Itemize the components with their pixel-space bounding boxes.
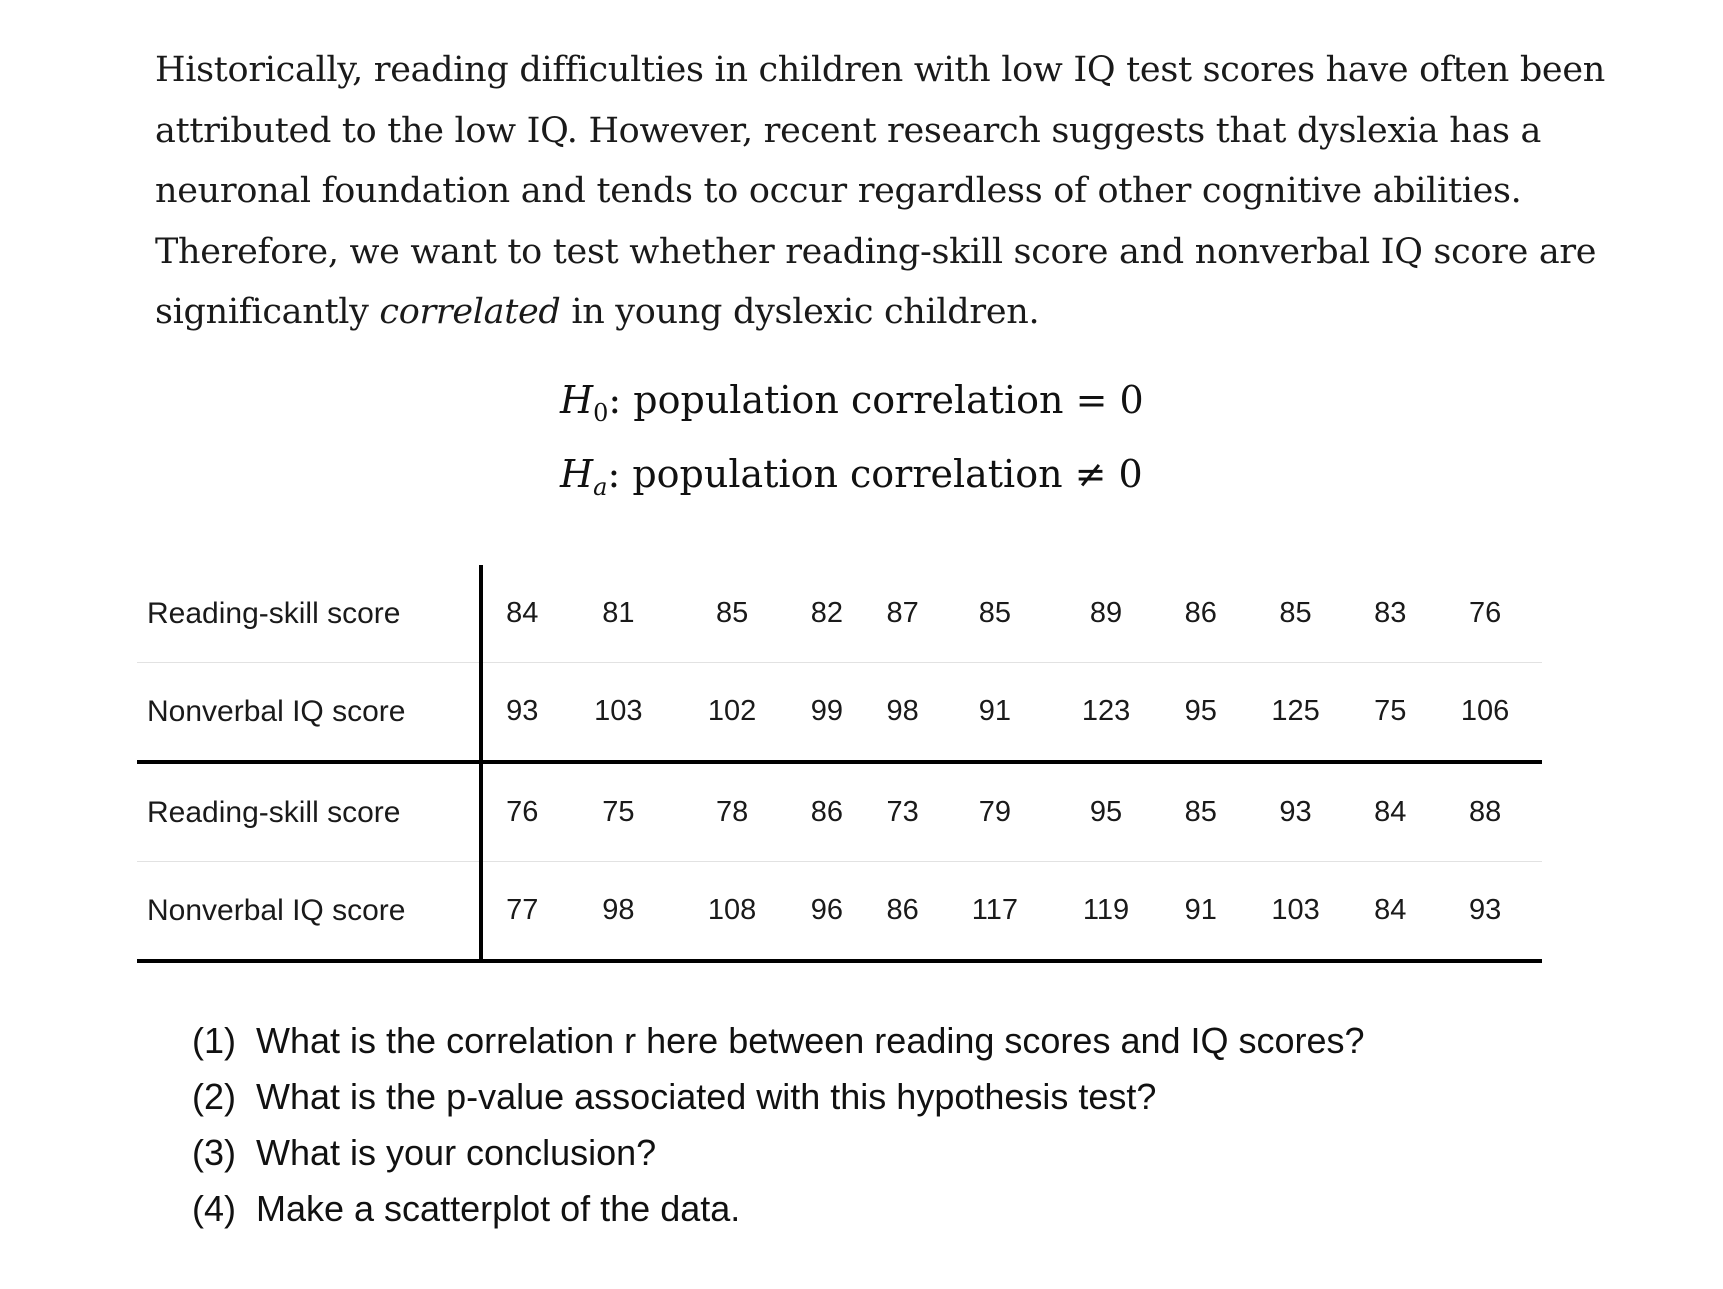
table-cell: 86	[1163, 565, 1239, 663]
hypothesis-subscript: 0	[593, 399, 609, 427]
table-cell: 98	[562, 862, 676, 962]
table-cell: 81	[562, 565, 676, 663]
table-cell: 76	[1428, 565, 1542, 663]
table-cell: 89	[1049, 565, 1163, 663]
question-item	[192, 1069, 1365, 1125]
table-cell: 93	[1239, 762, 1353, 862]
intro-line	[155, 282, 1575, 343]
question-list	[192, 1013, 1365, 1237]
table-cell: 99	[789, 663, 865, 763]
table-cell: 77	[481, 862, 562, 962]
question-item	[192, 1125, 1365, 1181]
intro-line: attributed to the low IQ. However, recent research suggests that dyslexia has a	[155, 110, 1542, 151]
table-cell: 125	[1239, 663, 1353, 763]
question-text: What is your conclusion?	[256, 1132, 657, 1173]
table-cell: 93	[481, 663, 562, 763]
intro-line: Therefore, we want to test whether reading-skill score and nonverbal IQ score are	[155, 231, 1597, 272]
hypothesis-symbol: H	[560, 452, 594, 496]
table-cell: 85	[941, 565, 1050, 663]
intro-text: in young dyslexic children.	[560, 292, 1040, 332]
table-cell: 85	[1163, 762, 1239, 862]
table-cell: 84	[1352, 862, 1428, 962]
table-cell: 96	[789, 862, 865, 962]
question-number: (3)	[192, 1132, 236, 1173]
table-cell: 87	[865, 565, 941, 663]
table-cell: 84	[1352, 762, 1428, 862]
row-label: Reading-skill score	[137, 762, 481, 862]
row-label: Nonverbal IQ score	[137, 663, 481, 763]
hypothesis-symbol: H	[560, 378, 594, 422]
question-text: What is the correlation r here between reading scores and IQ scores?	[256, 1020, 1365, 1061]
table-cell: 91	[941, 663, 1050, 763]
intro-paragraph	[155, 40, 1605, 343]
intro-line: neuronal foundation and tends to occur regardless of other cognitive abilities.	[155, 171, 1522, 211]
table-row	[137, 565, 1542, 663]
hypothesis-text: : population correlation = 0	[608, 378, 1144, 422]
emphasis-correlated: correlated	[379, 292, 561, 332]
table-cell: 84	[481, 565, 562, 663]
table-cell: 75	[562, 762, 676, 862]
table-cell: 106	[1428, 663, 1542, 763]
table-cell: 119	[1049, 862, 1163, 962]
table-cell: 88	[1428, 762, 1542, 862]
question-text: What is the p-value associated with this hypothesis test?	[256, 1076, 1157, 1117]
table-cell: 102	[675, 663, 789, 763]
table-cell: 86	[865, 862, 941, 962]
table-cell: 83	[1352, 565, 1428, 663]
table-cell: 117	[941, 862, 1050, 962]
alternative-hypothesis	[560, 452, 1143, 501]
table-cell: 78	[675, 762, 789, 862]
table-cell: 103	[562, 663, 676, 763]
table-row	[137, 663, 1542, 763]
table-row	[137, 862, 1542, 962]
table-cell: 95	[1049, 762, 1163, 862]
table-cell: 123	[1049, 663, 1163, 763]
table-cell: 86	[789, 762, 865, 862]
table-cell: 85	[675, 565, 789, 663]
table-cell: 98	[865, 663, 941, 763]
table-cell: 82	[789, 565, 865, 663]
table-body	[137, 565, 1542, 961]
hypothesis-subscript: a	[593, 473, 608, 501]
question-number: (1)	[192, 1020, 236, 1061]
data-table	[137, 565, 1542, 963]
intro-text: significantly	[155, 292, 380, 332]
question-item	[192, 1181, 1365, 1237]
hypothesis-text: : population correlation ≠ 0	[607, 452, 1143, 496]
question-number: (4)	[192, 1188, 236, 1229]
table-row	[137, 762, 1542, 862]
table-cell: 76	[481, 762, 562, 862]
table-cell: 108	[675, 862, 789, 962]
question-item	[192, 1013, 1365, 1069]
intro-line: Historically, reading difficulties in children with low IQ test scores have often been	[155, 50, 1605, 90]
table-cell: 103	[1239, 862, 1353, 962]
question-text: Make a scatterplot of the data.	[256, 1188, 741, 1229]
null-hypothesis	[560, 378, 1144, 427]
table-cell: 91	[1163, 862, 1239, 962]
table-cell: 75	[1352, 663, 1428, 763]
row-label: Reading-skill score	[137, 565, 481, 663]
row-label: Nonverbal IQ score	[137, 862, 481, 962]
table-cell: 73	[865, 762, 941, 862]
table-cell: 93	[1428, 862, 1542, 962]
table-cell: 85	[1239, 565, 1353, 663]
question-number: (2)	[192, 1076, 236, 1117]
table-cell: 79	[941, 762, 1050, 862]
table-cell: 95	[1163, 663, 1239, 763]
